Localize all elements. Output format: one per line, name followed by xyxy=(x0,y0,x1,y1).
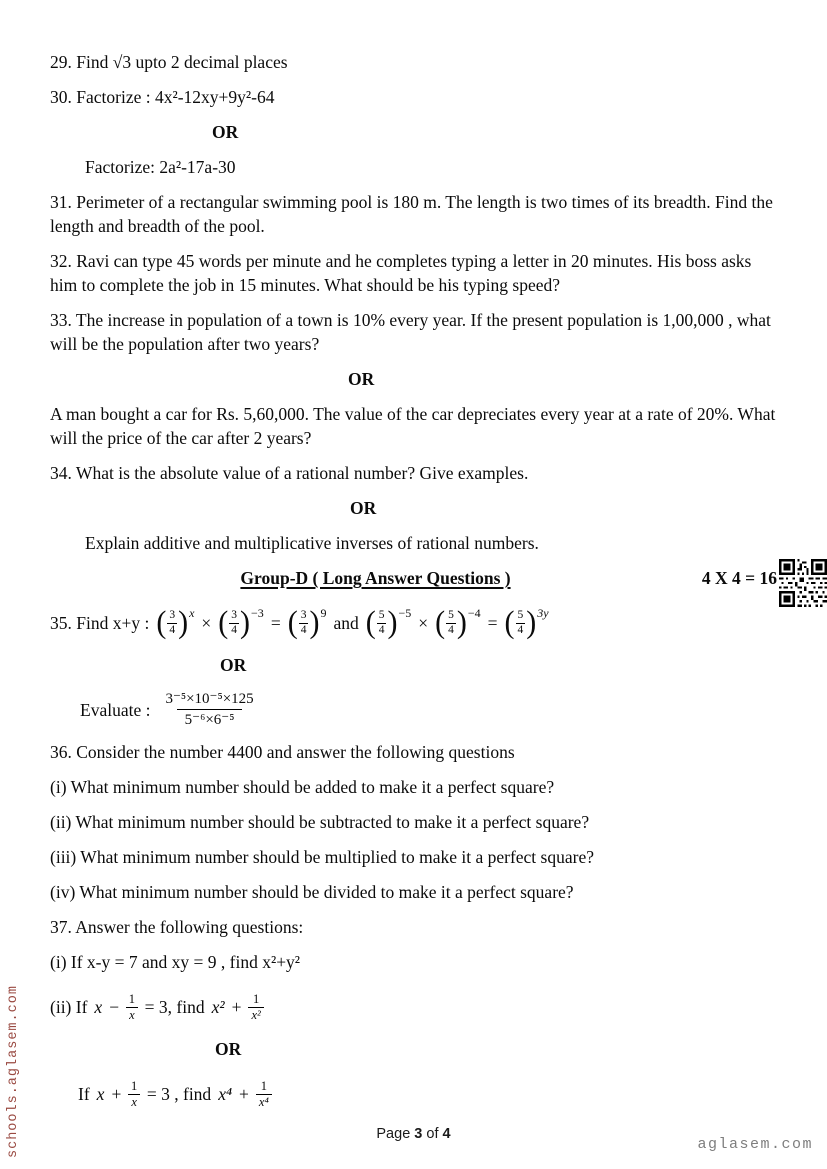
fraction: ( 5 4 ) 3y xyxy=(505,608,549,638)
numerator: 3⁻⁵×10⁻⁵×125 xyxy=(165,690,254,707)
fraction: $\frac{1}{\text{x²}}$ xyxy=(248,992,263,1022)
exponent: −3 xyxy=(251,606,264,620)
fraction: ( 5 4 ) −5 xyxy=(366,608,412,638)
equals-sign: = xyxy=(487,613,498,633)
question-paper-body xyxy=(50,50,777,1124)
exponent: 9 xyxy=(320,606,327,620)
fraction: ( 3 4 ) 9 xyxy=(288,608,327,638)
question-30-alternative: Factorize: 2a²-17a-30 xyxy=(85,157,236,177)
left-paren: ( xyxy=(156,605,167,640)
and-word: and xyxy=(333,613,359,633)
or-separator: OR xyxy=(348,369,375,389)
or-separator: OR xyxy=(212,122,239,142)
times-sign: × xyxy=(418,613,429,633)
denominator: 5⁻⁶×6⁻⁵ xyxy=(177,709,243,731)
times-sign: × xyxy=(201,613,212,633)
question-35 xyxy=(50,601,777,645)
plus-sign: + xyxy=(239,1084,249,1104)
aglasem-watermark: aglasem.com xyxy=(697,1136,813,1153)
question-32: 32. Ravi can type 45 words per minute and he completes typing a letter in 20 minutes. His boss asks him to complete the job in 15 minutes. What should be his typing speed? xyxy=(50,251,752,295)
fraction: ( 3 4 ) x xyxy=(156,608,194,638)
question-37: 37. Answer the following questions: xyxy=(50,917,304,937)
group-d-heading-row xyxy=(50,566,777,590)
question-37-item-ii: (ii) If x − $\frac{1}{x}$ = 3, find x² + $\frac{1}{\text{x²}}$ xyxy=(50,985,777,1029)
evaluate-prefix: Evaluate : xyxy=(80,700,151,720)
question-34-alternative: Explain additive and multiplicative inverses of rational numbers. xyxy=(85,533,539,553)
fraction: $\frac{1}{\text{x⁴}}$ xyxy=(256,1079,272,1109)
right-paren: ) xyxy=(178,605,189,640)
question-35-prefix: 35. Find x+y : xyxy=(50,613,150,633)
question-36-item-iv: (iv) What minimum number should be divided to make it a perfect square? xyxy=(50,882,574,902)
variable-x: x xyxy=(96,1084,105,1104)
question-31: 31. Perimeter of a rectangular swimming pool is 180 m. The length is two times of its breadth. Find the length and breadth of the pool. xyxy=(50,192,773,236)
group-d-heading: Group-D ( Long Answer Questions ) xyxy=(240,568,511,588)
or-separator: OR xyxy=(215,1039,242,1059)
of-word: of xyxy=(426,1126,439,1142)
exponent: x xyxy=(189,606,195,620)
exponent: 3y xyxy=(537,606,549,620)
fraction: ( 3 4 ) −3 xyxy=(218,608,264,638)
variable-x-fourth: x⁴ xyxy=(218,1084,233,1104)
page-total: 4 xyxy=(442,1126,451,1142)
question-36: 36. Consider the number 4400 and answer the following questions xyxy=(50,742,515,762)
exponent: −5 xyxy=(398,606,412,620)
exponent: −4 xyxy=(467,606,481,620)
question-35-alternative xyxy=(80,688,777,732)
fraction xyxy=(165,690,253,731)
qr-code xyxy=(779,559,827,607)
question-30: 30. Factorize : 4x²-12xy+9y²-64 xyxy=(50,87,275,107)
question-33: 33. The increase in population of a town is 10% every year. If the present population is 1,00,000 , what will be the population after two years? xyxy=(50,310,771,354)
schools-aglasem-watermark: schools.aglasem.com xyxy=(6,985,21,1158)
question-36-item-ii: (ii) What minimum number should be subtracted to make it a perfect square? xyxy=(50,812,590,832)
page-word: Page xyxy=(376,1126,411,1142)
or-separator: OR xyxy=(220,655,247,675)
variable-x: x xyxy=(94,997,103,1017)
plus-sign: + xyxy=(231,997,242,1017)
minus-sign: − xyxy=(109,997,120,1017)
question-33-alternative: A man bought a car for Rs. 5,60,000. The value of the car depreciates every year at a rate of 20%. What will the price of the car after 2 years? xyxy=(50,404,776,448)
question-37-alternative: If x + $\frac{1}{x}$ = 3 , find x⁴ + $\frac{1}{\text{x⁴}}$ xyxy=(78,1072,777,1116)
group-d-marks: 4 X 4 = 16 xyxy=(701,568,777,588)
question-34: 34. What is the absolute value of a rational number? Give examples. xyxy=(50,463,529,483)
equals-sign: = xyxy=(270,613,281,633)
or-separator: OR xyxy=(350,498,377,518)
plus-sign: + xyxy=(111,1084,122,1104)
fraction: $\frac{1}{x}$ xyxy=(126,992,138,1022)
question-36-item-iii: (iii) What minimum number should be multiplied to make it a perfect square? xyxy=(50,847,594,867)
group-d-heading-wrap xyxy=(50,566,777,590)
variable-x-squared: x² xyxy=(211,997,225,1017)
question-29: 29. Find √3 upto 2 decimal places xyxy=(50,52,288,72)
question-36-item-i: (i) What minimum number should be added to make it a perfect square? xyxy=(50,777,555,797)
fraction: $\frac{1}{x}$ xyxy=(128,1079,140,1109)
fraction: ( 5 4 ) −4 xyxy=(435,608,481,638)
question-37-item-i: (i) If x-y = 7 and xy = 9 , find x²+y² xyxy=(50,952,301,972)
page-current: 3 xyxy=(414,1126,423,1142)
